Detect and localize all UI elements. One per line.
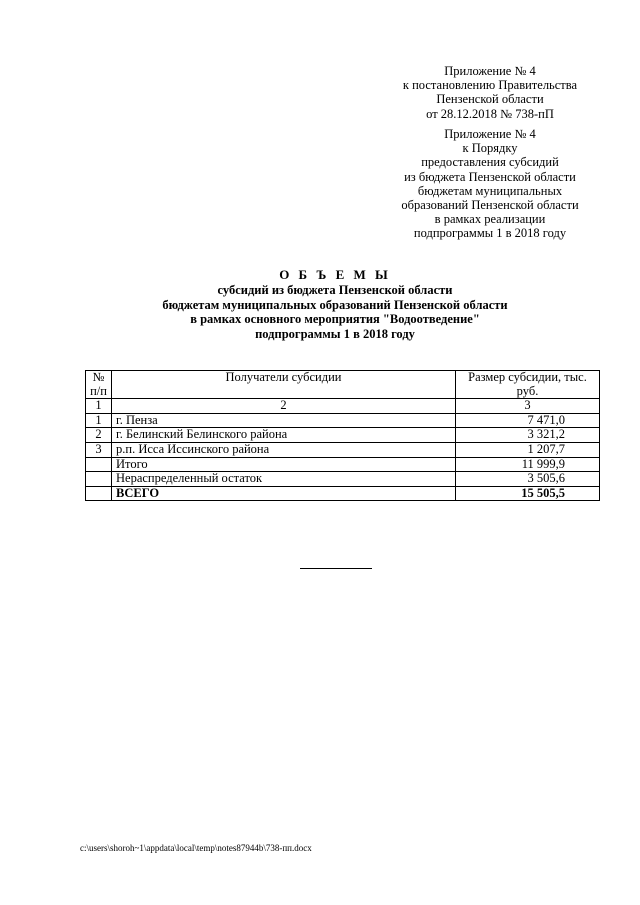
row-amount: 3 321,2 (456, 428, 600, 443)
row-amount: 1 207,7 (456, 442, 600, 457)
row-num: 2 (86, 428, 112, 443)
title-line: бюджетам муниципальных образований Пензенской области (162, 297, 508, 312)
appendix-line: к постановлению Правительства (402, 78, 578, 93)
table-row (86, 413, 600, 428)
footer-file-path: c:\users\shoroh~1\appdata\local\temp\notes87944b\738-пп.docx (80, 843, 312, 853)
table-row (86, 472, 600, 487)
row-recipient: р.п. Исса Иссинского района (112, 442, 456, 457)
appendix-line: Приложение № 4 (444, 127, 536, 141)
closing-divider (300, 568, 372, 569)
appendix-line: подпрограммы 1 в 2018 году (413, 226, 567, 241)
total-label: ВСЕГО (112, 486, 456, 501)
title-line: субсидий из бюджета Пензенской области (217, 282, 453, 297)
header-num: № п/п (86, 371, 112, 399)
table-row (86, 428, 600, 443)
total-row (86, 486, 600, 501)
appendix-header-procedure (380, 127, 600, 241)
title-main: О Б Ъ Е М Ы (279, 267, 391, 282)
document-title (100, 268, 570, 342)
row-amount: 11 999,9 (456, 457, 600, 472)
appendix-line: Приложение № 4 (444, 64, 536, 78)
row-amount: 3 505,6 (456, 472, 600, 487)
appendix-line: от 28.12.2018 № 738-пП (426, 106, 554, 121)
subsidy-table (85, 370, 600, 501)
table-row (86, 457, 600, 472)
appendix-line: к Порядку (462, 141, 518, 156)
appendix-line: образований Пензенской области (401, 198, 579, 213)
appendix-line: предоставления субсидий (421, 155, 559, 170)
row-recipient: г. Белинский Белинского района (112, 428, 456, 443)
appendix-line: из бюджета Пензенской области (404, 169, 576, 184)
appendix-line: Пензенской области (436, 92, 544, 107)
title-line: подпрограммы 1 в 2018 году (255, 327, 415, 342)
header-recipient: Получатели субсидии (112, 371, 456, 399)
total-amount: 15 505,5 (456, 486, 600, 501)
row-num (86, 486, 112, 501)
header-amount: Размер субсидии, тыс. руб. (456, 371, 600, 399)
row-num: 3 (86, 442, 112, 457)
row-recipient: Итого (112, 457, 456, 472)
col-number: 2 (112, 399, 456, 414)
appendix-header-resolution (380, 64, 600, 121)
table-row (86, 442, 600, 457)
row-num (86, 472, 112, 487)
table-header-row (86, 371, 600, 399)
appendix-line: бюджетам муниципальных (417, 183, 563, 198)
appendix-line: в рамках реализации (434, 212, 546, 227)
col-number: 1 (86, 399, 112, 414)
row-amount: 7 471,0 (456, 413, 600, 428)
row-num: 1 (86, 413, 112, 428)
row-recipient: Нераспределенный остаток (112, 472, 456, 487)
row-num (86, 457, 112, 472)
col-number: 3 (456, 399, 600, 414)
row-recipient: г. Пенза (112, 413, 456, 428)
title-line: в рамках основного мероприятия "Водоотведение" (190, 312, 480, 327)
column-number-row (86, 399, 600, 414)
